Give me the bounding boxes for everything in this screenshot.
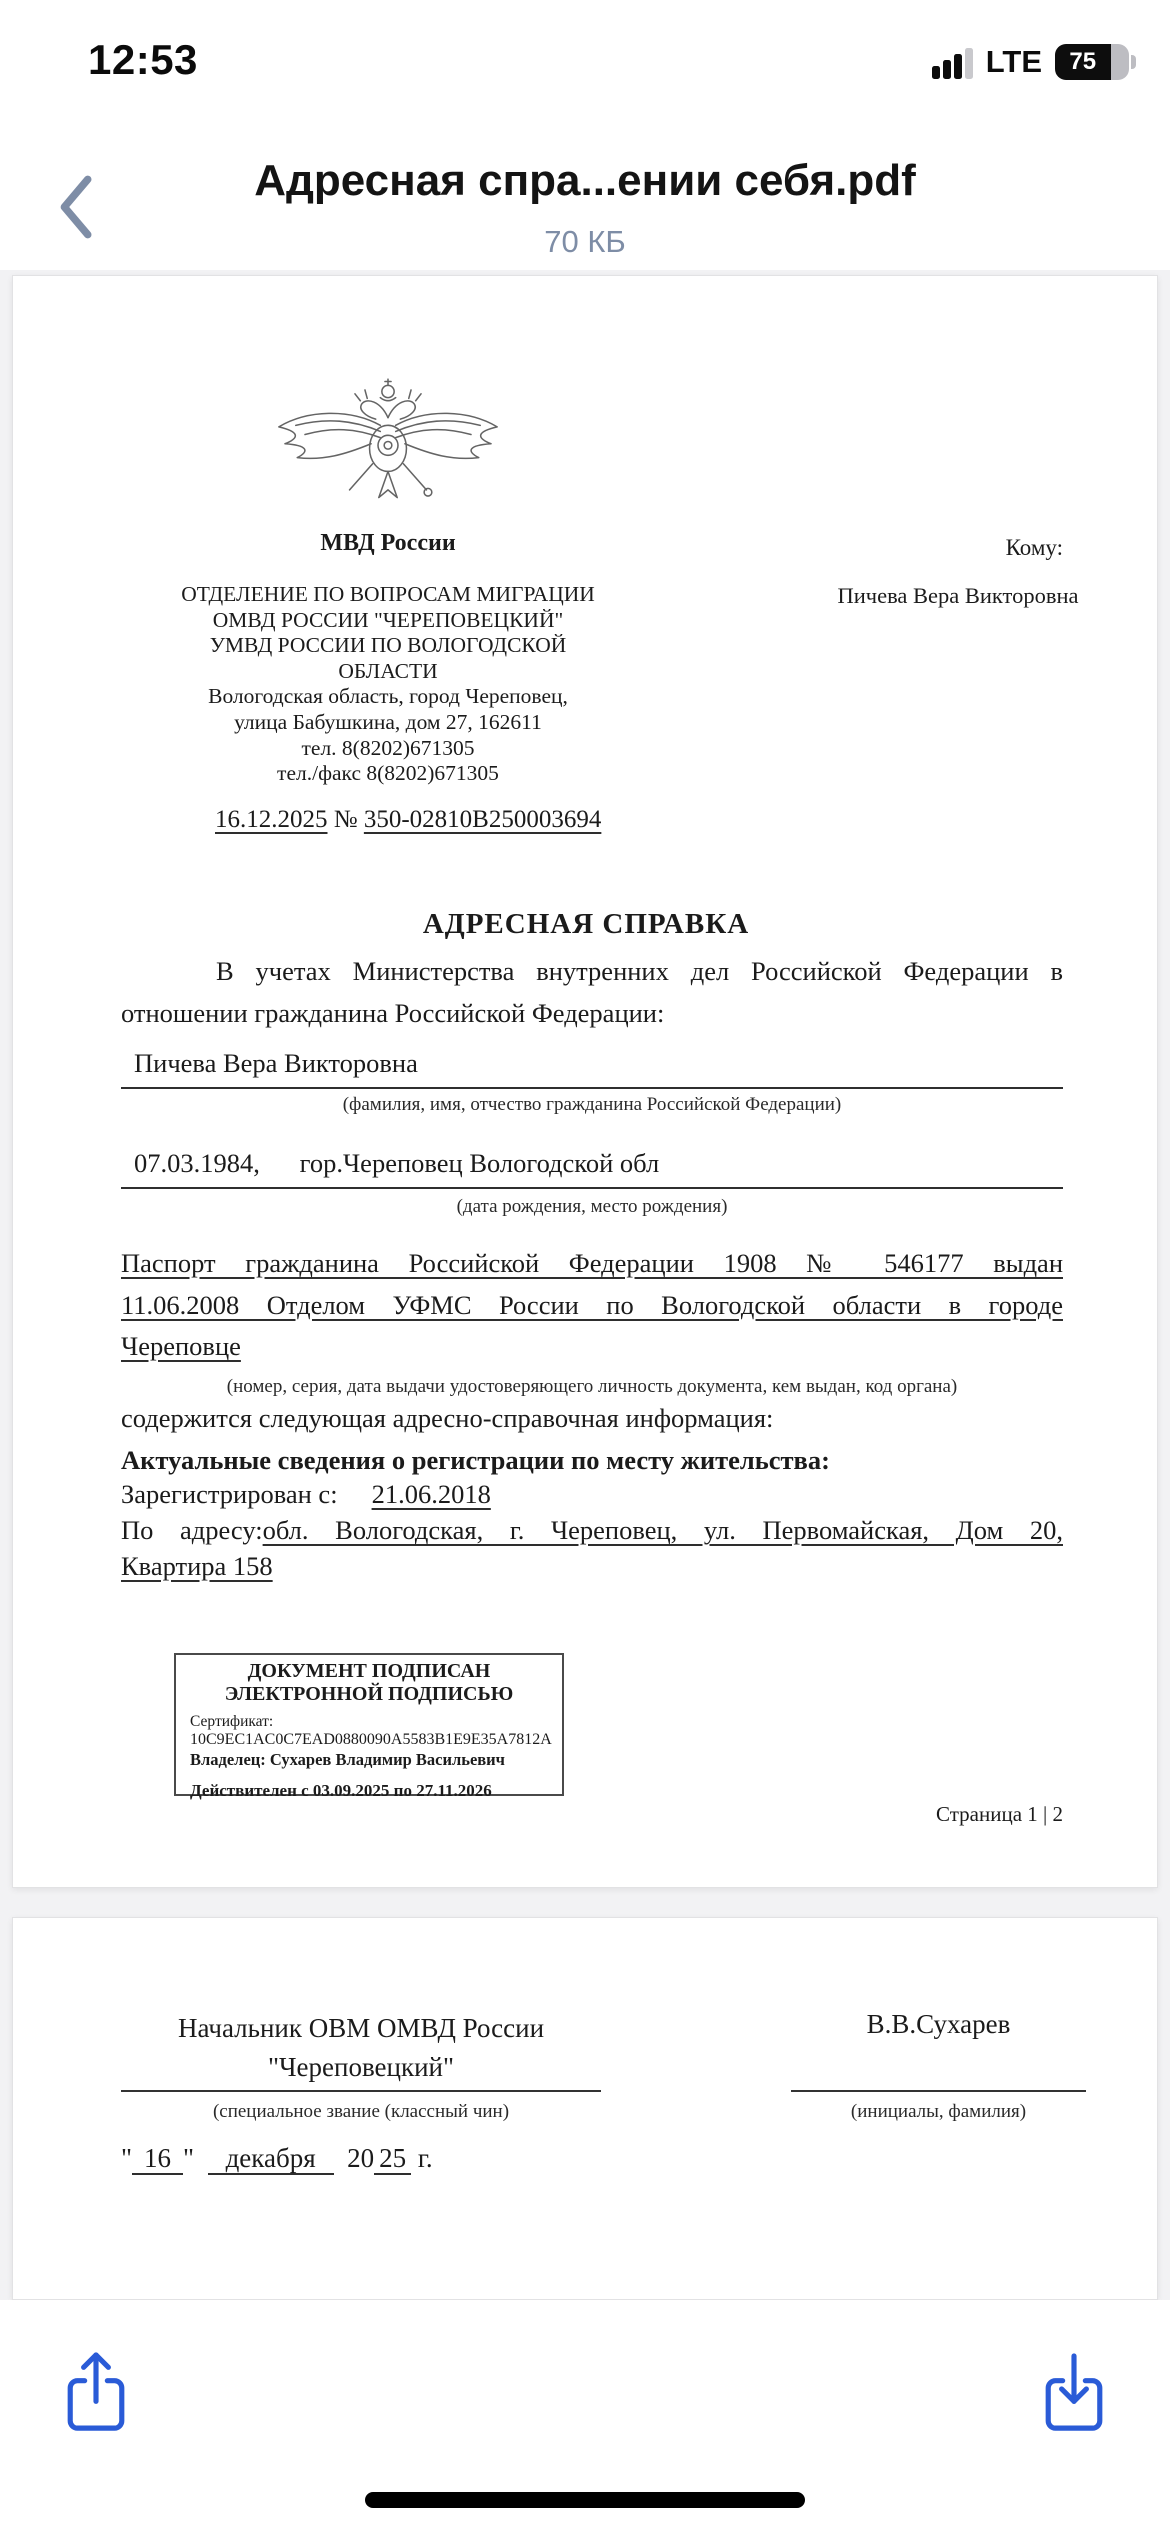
document-viewer-header	[0, 110, 1170, 270]
official-title-block	[121, 2009, 601, 2087]
pdf-page-2	[12, 1917, 1158, 2300]
quote-mark: "	[121, 2143, 133, 2173]
cellular-signal-icon	[932, 45, 973, 79]
sender-line: Вологодская область, город Череповец,	[208, 684, 568, 709]
doc-number: 350-02810B250003694	[363, 806, 602, 833]
passport-line: Череповце	[121, 1331, 241, 1361]
address-value: обл. Вологодская, г. Череповец, ул. Первомайская, Дом 20,	[262, 1515, 1063, 1545]
battery-icon	[1055, 44, 1136, 80]
download-icon	[1041, 2423, 1107, 2438]
official-initials-name: В.В.Сухарев	[866, 2009, 1011, 2039]
actual-info-heading: Актуальные сведения о регистрации по месту жительства:	[121, 1445, 830, 1475]
passport-block	[121, 1243, 1063, 1368]
network-type-label: LTE	[985, 44, 1042, 79]
birth-field: 07.03.1984, гор.Череповец Вологодской обл	[121, 1148, 1063, 1189]
pdf-page-1	[12, 275, 1158, 1888]
passport-line: Паспорт гражданина Российской Федерации 1908 № 546177 выдан	[121, 1248, 1063, 1278]
registered-date: 21.06.2018	[371, 1479, 491, 1509]
file-title: Адресная спра...ении себя.pdf	[254, 156, 916, 205]
quote-mark: "	[183, 2143, 195, 2173]
bottom-toolbar	[0, 2300, 1170, 2532]
passport-caption: (номер, серия, дата выдачи удостоверяющего личность документа, кем выдан, код органа)	[226, 1376, 958, 1397]
download-button[interactable]	[1034, 2344, 1114, 2440]
mvd-eagle-emblem-icon	[265, 364, 511, 522]
address-line-1	[121, 1515, 1063, 1546]
doc-date: 16.12.2025	[215, 806, 328, 833]
sender-line: ОБЛАСТИ	[338, 658, 438, 683]
pdf-scroll-area[interactable]	[0, 270, 1170, 2300]
signature-stamp-title: ЭЛЕКТРОННОЙ ПОДПИСЬЮ	[224, 1683, 514, 1705]
registered-label: Зарегистрирован с:	[121, 1479, 338, 1509]
official-title-caption: (специальное звание (классный чин)	[212, 2101, 510, 2122]
battery-percent-label: 75	[1055, 44, 1111, 80]
file-size-label: 70 КБ	[544, 224, 626, 259]
sender-line: тел./факс 8(8202)671305	[277, 761, 499, 786]
date-year-prefix: 20	[347, 2143, 375, 2173]
clock: 12:53	[88, 36, 198, 83]
address-line-2	[121, 1551, 1063, 1582]
org-name-short: МВД России	[320, 530, 456, 556]
share-icon	[63, 2423, 129, 2438]
sender-line: УМВД РОССИИ ПО ВОЛОГОДСКОЙ	[209, 633, 567, 658]
page-indicator: Страница 1 | 2	[936, 1802, 1063, 1826]
date-month: декабря	[208, 2143, 334, 2175]
recipient-label: Кому:	[1005, 535, 1063, 560]
certificate-label: Сертификат:	[190, 1713, 274, 1730]
share-button[interactable]	[56, 2344, 136, 2440]
citizen-name-field: Пичева Вера Викторовна	[121, 1048, 1063, 1089]
certificate-validity: Действителен с 03.09.2025 по 27.11.2026	[190, 1781, 492, 1800]
sender-line: улица Бабушкина, дом 27, 162611	[234, 709, 542, 734]
sender-line: тел. 8(8202)671305	[301, 735, 475, 760]
number-sign: №	[333, 806, 358, 833]
address-value: Квартира 158	[121, 1551, 273, 1581]
intro-paragraph	[121, 950, 1063, 1034]
date-suffix: г.	[417, 2143, 433, 2173]
intro-line: отношении гражданина Российской Федерации:	[121, 998, 665, 1028]
signature-rule-right	[791, 2090, 1086, 2092]
certificate-owner: Владелец: Сухарев Владимир Васильевич	[190, 1750, 505, 1769]
status-icons	[932, 44, 1136, 80]
intro-line: В учетах Министерства внутренних дел Российской Федерации в	[216, 956, 1063, 986]
initials-caption: (инициалы, фамилия)	[850, 2101, 1027, 2122]
passport-line: 11.06.2008 Отделом УФМС России по Вологодской области в городе	[121, 1289, 1063, 1320]
contains-line: содержится следующая адресно-справочная информация:	[121, 1403, 774, 1433]
birth-caption: (дата рождения, место рождения)	[456, 1196, 728, 1217]
doc-date-number-line	[215, 806, 601, 834]
official-title-line: Начальник ОВМ ОМВД России	[177, 2013, 545, 2043]
digital-signature-stamp	[174, 1653, 564, 1800]
signature-rule-left	[121, 2090, 601, 2092]
recipient-name: Пичева Вера Викторовна	[837, 583, 1079, 608]
handwritten-date-line	[121, 2143, 433, 2174]
sender-line: ОТДЕЛЕНИЕ ПО ВОПРОСАМ МИГРАЦИИ	[181, 582, 595, 606]
registered-line	[121, 1479, 1063, 1510]
certificate-value: 10C9EC1AC0C7EAD0880090A5583B1E9E35A7812A	[190, 1731, 552, 1748]
official-title-line: "Череповецкий"	[267, 2052, 455, 2082]
date-year: 25	[374, 2143, 411, 2175]
sender-line: ОМВД РОССИИ "ЧЕРЕПОВЕЦКИЙ"	[212, 607, 564, 632]
signature-stamp-title: ДОКУМЕНТ ПОДПИСАН	[247, 1660, 491, 1682]
address-label: По адресу:	[121, 1515, 263, 1545]
home-indicator[interactable]	[365, 2492, 805, 2508]
date-day: 16	[132, 2143, 183, 2175]
status-bar	[0, 0, 1170, 110]
citizen-name-caption: (фамилия, имя, отчество гражданина Российской Федерации)	[342, 1094, 842, 1115]
document-title: АДРЕСНАЯ СПРАВКА	[422, 908, 750, 940]
sender-address-block	[73, 582, 703, 787]
